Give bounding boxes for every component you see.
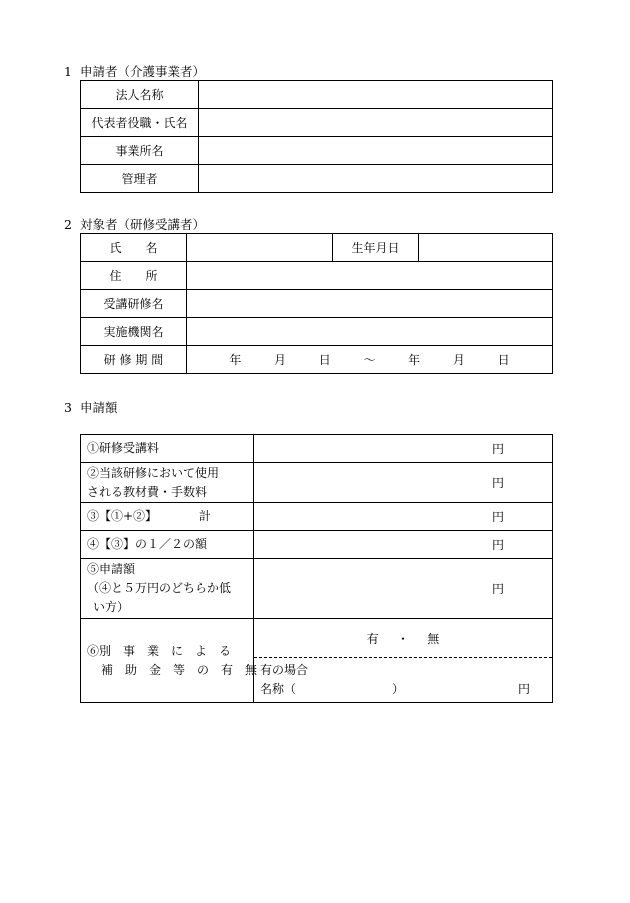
materials-label-line1: ②当該研修において使用 bbox=[87, 465, 220, 480]
request-label-line2: （④と５万円のどちらか低 bbox=[87, 581, 232, 595]
section1-title: 申請者（介護事業者） bbox=[80, 64, 206, 79]
period-label: 研 修 期 間 bbox=[81, 346, 187, 374]
period-year2: 年 bbox=[408, 353, 421, 367]
total-unit: 円 bbox=[491, 510, 504, 524]
section2-number: 2 bbox=[64, 217, 72, 232]
total-label bbox=[81, 503, 254, 531]
period-month2: 月 bbox=[452, 353, 465, 367]
tuition-unit: 円 bbox=[491, 442, 504, 456]
org-name-label: 実施機関名 bbox=[81, 318, 187, 346]
tuition-label-text: ①研修受講料 bbox=[87, 441, 160, 455]
materials-label bbox=[81, 463, 254, 503]
request-label-line3: い方） bbox=[93, 600, 130, 614]
period-field[interactable] bbox=[187, 346, 553, 374]
other-subsidy-field bbox=[254, 619, 553, 703]
tuition-amount-field[interactable] bbox=[254, 435, 553, 463]
course-name-label: 受講研修名 bbox=[81, 290, 187, 318]
half-unit: 円 bbox=[491, 538, 504, 552]
period-year1: 年 bbox=[229, 353, 242, 367]
birthdate-field[interactable] bbox=[419, 234, 553, 262]
section1-number: 1 bbox=[64, 64, 72, 79]
tuition-label bbox=[81, 435, 254, 463]
subsidy-yes-no[interactable]: 有 ・ 無 bbox=[254, 619, 552, 658]
rep-name-label: 代表者役職・氏名 bbox=[81, 109, 199, 137]
other-subsidy-label-line2: 補 助 金 等 の 有 無 bbox=[101, 662, 258, 677]
section1-heading bbox=[64, 62, 205, 80]
manager-label: 管理者 bbox=[81, 165, 199, 193]
section3-heading bbox=[64, 398, 118, 416]
org-name-field[interactable] bbox=[187, 318, 553, 346]
manager-field[interactable] bbox=[199, 165, 553, 193]
request-label bbox=[81, 559, 254, 619]
address-field[interactable] bbox=[187, 262, 553, 290]
other-subsidy-label bbox=[81, 619, 258, 703]
materials-amount-field[interactable] bbox=[254, 463, 553, 503]
section3-number: 3 bbox=[64, 400, 72, 415]
half-amount-field[interactable] bbox=[254, 531, 553, 559]
if-yes-label: 有の場合 bbox=[260, 663, 309, 677]
corp-name-label: 法人名称 bbox=[81, 81, 199, 109]
request-amount-field[interactable] bbox=[254, 559, 553, 619]
period-month1: 月 bbox=[274, 353, 287, 367]
subsidy-name-label: 名称（ bbox=[260, 682, 297, 696]
trainee-name-label: 氏 名 bbox=[81, 234, 187, 262]
section2-heading bbox=[64, 215, 205, 233]
applicant-table bbox=[80, 80, 553, 193]
trainee-name-field[interactable] bbox=[187, 234, 333, 262]
amount-table bbox=[80, 434, 553, 703]
course-name-field[interactable] bbox=[187, 290, 553, 318]
half-label-text: ④【③】の１／２の額 bbox=[87, 537, 208, 551]
total-amount-field[interactable] bbox=[254, 503, 553, 531]
half-label bbox=[81, 531, 254, 559]
birthdate-label: 生年月日 bbox=[333, 234, 419, 262]
section2-title: 対象者（研修受講者） bbox=[80, 217, 206, 232]
office-name-field[interactable] bbox=[199, 137, 553, 165]
total-label-text: ③【①+②】 計 bbox=[87, 509, 212, 523]
section3-title: 申請額 bbox=[80, 400, 118, 415]
subsidy-unit: 円 bbox=[517, 682, 530, 696]
materials-unit: 円 bbox=[491, 476, 504, 490]
office-name-label: 事業所名 bbox=[81, 137, 199, 165]
rep-name-field[interactable] bbox=[199, 109, 553, 137]
corp-name-field[interactable] bbox=[199, 81, 553, 109]
subsidy-name-close: ） bbox=[392, 682, 405, 696]
materials-label-line2: される教材費・手数料 bbox=[87, 484, 208, 499]
request-label-line1: ⑤申請額 bbox=[87, 562, 136, 576]
other-subsidy-label-line1: ⑥別 事 業 に よ る bbox=[87, 643, 232, 658]
request-unit: 円 bbox=[491, 582, 504, 596]
address-label: 住 所 bbox=[81, 262, 187, 290]
trainee-table bbox=[80, 233, 553, 374]
period-day2: 日 bbox=[497, 353, 510, 367]
period-tilde: ～ bbox=[363, 353, 376, 367]
period-day1: 日 bbox=[318, 353, 331, 367]
